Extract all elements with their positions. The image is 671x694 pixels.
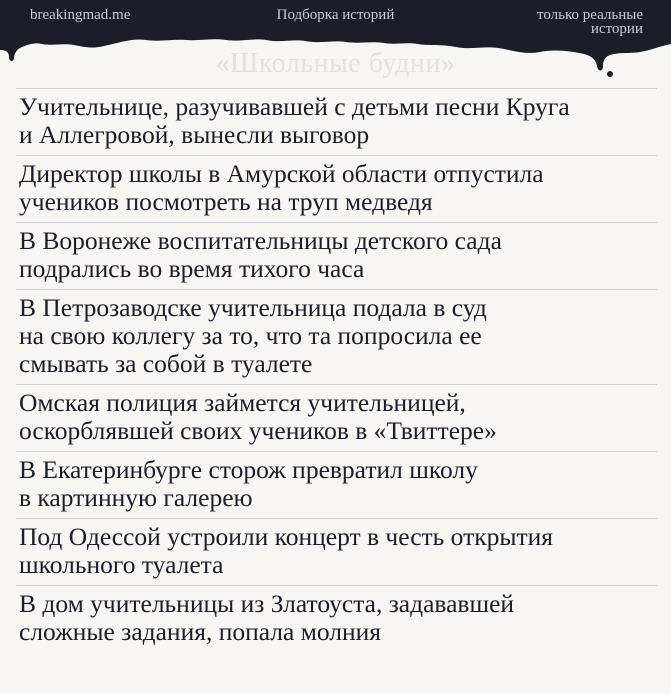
story-item: В дом учительницы из Златоуста, задававшей сложные задания, попала молния	[16, 585, 657, 652]
story-item: В Петрозаводске учительница подала в суд на свою коллегу за то, что та попросила ее смывать за собой в туалете	[16, 289, 657, 384]
story-item: Под Одессой устроили концерт в честь открытия школьного туалета	[16, 518, 657, 585]
collection-label: Подборка историй	[276, 7, 395, 23]
page-title: «Школьные будни»	[215, 48, 456, 79]
story-item: Директор школы в Амурской области отпустила учеников посмотреть на труп медведя	[16, 155, 657, 222]
story-list	[16, 88, 657, 652]
story-item: В Воронеже воспитательницы детского сада подрались во время тихого часа	[16, 222, 657, 289]
story-item: Учительнице, разучивавшей с детьми песни Круга и Аллегровой, вынесли выговор	[16, 88, 657, 155]
story-item: Омская полиция займется учительницей, оскорблявшей своих учеников в «Твиттере»	[16, 384, 657, 451]
site-name[interactable]: breakingmad.me	[30, 7, 131, 23]
tagline: только реальные истории	[537, 7, 643, 37]
story-item: В Екатеринбурге сторож превратил школу в картинную галерею	[16, 451, 657, 518]
